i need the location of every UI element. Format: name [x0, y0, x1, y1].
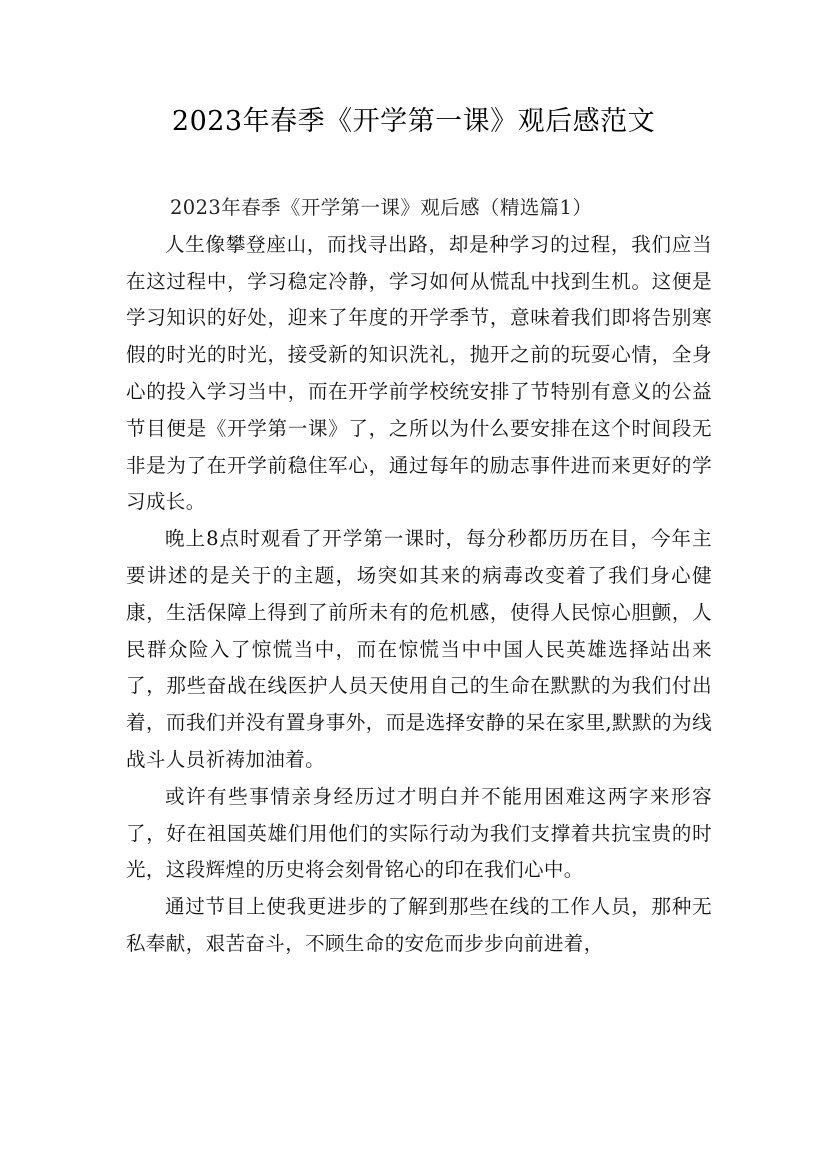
document-body: [126, 190, 712, 963]
paragraph-1: 人生像攀登座山，而找寻出路，却是种学习的过程，我们应当在这过程中，学习稳定冷静，学习如何从慌乱中找到生机。这便是学习知识的好处，迎来了年度的开学季节，意味着我们即将告别寒假的时光的时光，接受新的知识洗礼，抛开之前的玩耍心情，全身心的投入学习当中，而在开学前学校统安排了节特别有意义的公益节目便是《开学第一课》了，之所以为什么要安排在这个时间段无非是为了在开学前稳住军心，通过每年的励志事件进而来更好的学习成长。: [126, 232, 712, 514]
document-title: 2023年春季《开学第一课》观后感范文: [171, 106, 656, 137]
paragraph-3: 或许有些事情亲身经历过才明白并不能用困难这两字来形容了，好在祖国英雄们用他们的实际行动为我们支撑着共抗宝贵的时光，这段辉煌的历史将会刻骨铭心的印在我们心中。: [126, 784, 712, 882]
section-heading: 2023年春季《开学第一课》观后感（精选篇1）: [170, 196, 593, 219]
paragraph-4: 通过节目上使我更进步的了解到那些在线的工作人员，那种无私奉献，艰苦奋斗，不顾生命的安危而步步向前进着，: [126, 895, 712, 955]
paragraph-2: 晚上8点时观看了开学第一课时，每分秒都历历在目，今年主要讲述的是关于的主题，场突如其来的病毒改变着了我们身心健康，生活保障上得到了前所未有的危机感，使得人民惊心胆颤，人民群众险入了惊慌当中，而在惊慌当中中国人民英雄选择站出来了，那些奋战在线医护人员天使用自己的生命在默默的为我们付出着，而我们并没有置身事外，而是选择安静的呆在家里,默默的为线战斗人员祈祷加油着。: [126, 527, 712, 771]
